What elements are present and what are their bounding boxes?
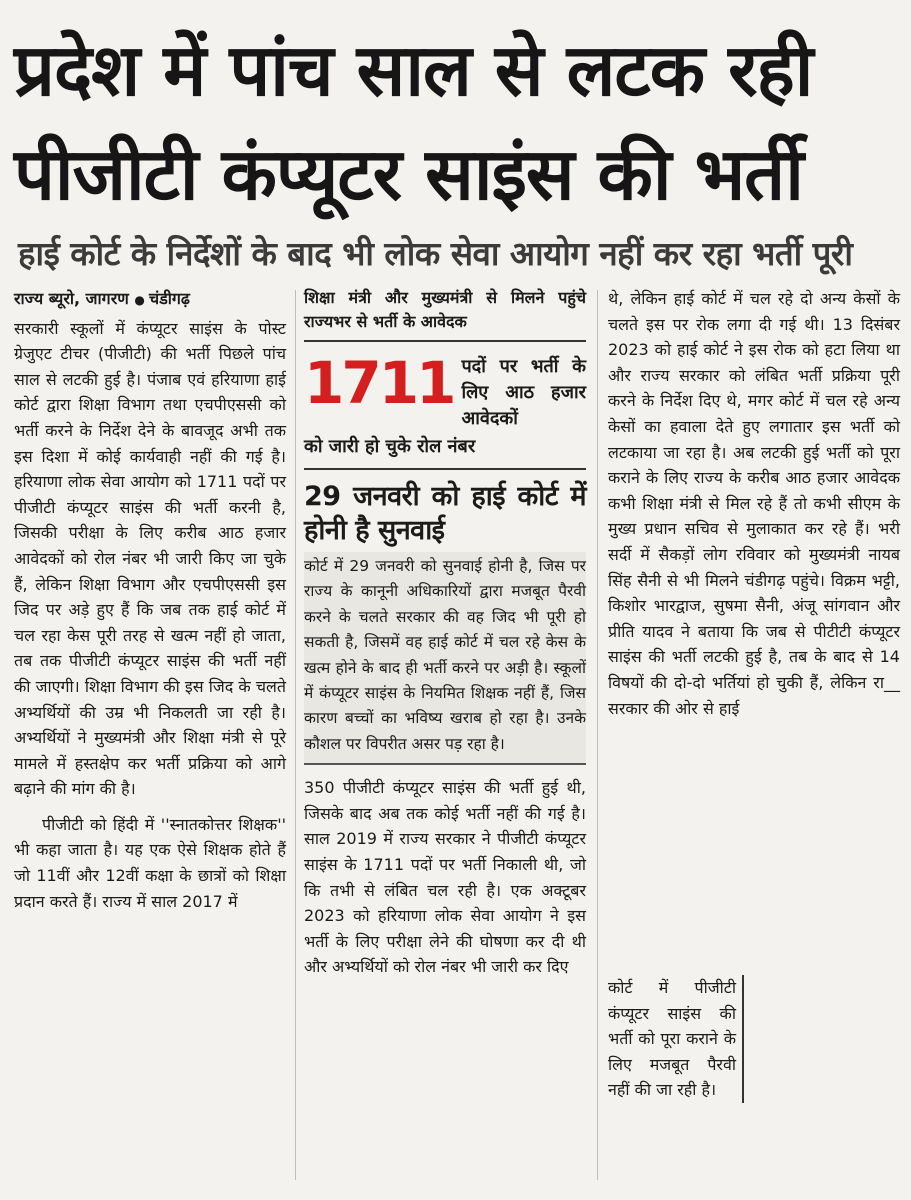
byline bbox=[14, 286, 286, 314]
highlight-box bbox=[304, 552, 586, 765]
stat-number: 1711 bbox=[304, 349, 454, 417]
headline-line-1: प्रदेश में पांच साल से लटक रही bbox=[14, 28, 813, 112]
pull-quote-text: कोर्ट में पीजीटी कंप्यूटर साइंस की भर्ती को पूरा कराने के लिए मजबूत पैरवी नहीं की जा रही है। bbox=[608, 978, 736, 1100]
highlight-text: कोर्ट में 29 जनवरी को सुनवाई होनी है, जिस पर राज्य के कानूनी अधिकारियों द्वारा मजबूत पैरवी करने के चलते सरकार की वह जिद भी पूरी हो सकती है, जिसमें वह हाई कोर्ट में चल रहे केस के खत्म होने के बाद ही भर्ती करने पर अड़ी है। स्कूलों में कंप्यूटर साइंस के नियमित शिक्षक नहीं हैं, जिस कारण बच्चों का भविष्य खराब हो रहा है। उनके कौशल पर विपरीत असर पड़ रहा है। bbox=[304, 557, 586, 753]
headline bbox=[14, 18, 898, 226]
headline-line-2: पीजीटी कंप्यूटर साइंस की भर्ती bbox=[14, 132, 803, 216]
subheadline: हाई कोर्ट के निर्देशों के बाद भी लोक सेवा आयोग नहीं कर रहा भर्ती पूरी bbox=[18, 234, 853, 273]
byline-city: चंडीगढ़ bbox=[149, 289, 190, 308]
article-column-2 bbox=[304, 286, 586, 980]
column-divider-2 bbox=[597, 290, 598, 1180]
article-column-1 bbox=[14, 286, 286, 914]
article-paragraph: थे, लेकिन हाई कोर्ट में चल रहे दो अन्य केसों के चलते इस पर रोक लगा दी गई थी। 13 दिसंबर 2023 को हाई कोर्ट ने इस रोक को हटा लिया था और राज्य सरकार को लंबित भर्ती प्रक्रिया पूरी करने के निर्देश दिए थे, मगर कोर्ट में चल रहे अन्य केसों का हवाला देते हुए लगातार इस भर्ती को लटकाया जा रहा है। अब लटकी हुई भर्ती को पूरा कराने के लिए राज्य के करीब आठ हजार आवेदक कभी शिक्षा मंत्री से मिल रहे हैं तो कभी सीएम के मुख्य प्रधान सचिव से मुलाकात कर रहे हैं। भरी सर्दी में सैकड़ों लोग रविवार को मुख्यमंत्री नायब सिंह सैनी से भी मिलने चंडीगढ़ पहुंचे। विक्रम भट्टी, किशोर भारद्वाज, सुषमा सैनी, अंजू सांगवान और प्रीति यादव ने बताया कि जब से पीटीटी कंप्यूटर साइंस की भर्ती लटकी हुई है, तब के बाद से 14 विषयों की दो-दो भर्तियां हो चुकी हैं, लेकिन रा__ सरकार की ओर से हाई bbox=[608, 289, 900, 718]
article-column-3 bbox=[608, 286, 900, 721]
pull-quote bbox=[608, 975, 744, 1103]
kicker-headline: शिक्षा मंत्री और मुख्यमंत्री से मिलने पहुंचे राज्यभर से भर्ती के आवेदक bbox=[304, 286, 586, 342]
article-paragraph: पीजीटी को हिंदी में ''स्नातकोत्तर शिक्षक'' भी कहा जाता है। यह एक ऐसे शिक्षक होते हैं जो 11वीं और 12वीं कक्षा के छात्रों को शिक्षा प्रदान करते हैं। राज्य में साल 2017 में bbox=[14, 814, 286, 911]
stat-box bbox=[304, 349, 586, 432]
article-paragraph: 350 पीजीटी कंप्यूटर साइंस की भर्ती हुई थी, जिसके बाद अब तक कोई भर्ती नहीं की गई है। साल 2019 में राज्य सरकार ने पीजीटी कंप्यूटर साइंस के 1711 पदों पर भर्ती निकाली थी, जो कि तभी से लंबित चल रही है। एक अक्टूबर 2023 को हरियाणा लोक सेवा आयोग ने इस भर्ती के लिए परीक्षा लेने की घोषणा कर दी थी और अभ्यर्थियों को रोल नंबर भी जारी कर दिए bbox=[304, 778, 586, 977]
column-divider-1 bbox=[295, 290, 296, 1180]
stat-caption: पदों पर भर्ती के लिए आठ हजार आवेदकों bbox=[461, 356, 586, 429]
section-subheading: 29 जनवरी को हाई कोर्ट में होनी है सुनवाई bbox=[304, 481, 586, 546]
bullet-dot-icon: ● bbox=[134, 293, 150, 307]
article-paragraph: सरकारी स्कूलों में कंप्यूटर साइंस के पोस्ट ग्रेजुएट टीचर (पीजीटी) की भर्ती पिछले पांच साल से लटकी हुई है। पंजाब एवं हरियाणा हाई कोर्ट द्वारा शिक्षा विभाग तथा एचपीएससी को भर्ती करने के निर्देश देने के बावजूद अभी तक इस दिशा में कोई कार्यवाही नहीं की गई है। हरियाणा लोक सेवा आयोग को 1711 पदों पर पीजीटी कंप्यूटर साइंस की भर्ती करनी है, जिसकी परीक्षा के लिए करीब आठ हजार आवेदकों को रोल नंबर भी जारी किए जा चुके हैं, लेकिन शिक्षा विभाग और एचपीएससी इस जिद पर अड़े हुए हैं कि जब तक हाई कोर्ट में चल रहा केस पूरी तरह से खत्म नहीं हो जाता, तब तक पीजीटी कंप्यूटर साइंस की भर्ती नहीं की जाएगी। शिक्षा विभाग की इस जिद के चलते अभ्यर्थियों की उम्र भी निकलती जा रही है। अभ्यर्थियों ने मुख्यमंत्री और शिक्षा मंत्री से पूरे मामले में हस्तक्षेप कर भर्ती प्रक्रिया को आगे बढ़ाने की मांग की है। bbox=[14, 318, 286, 799]
stat-caption-continued: को जारी हो चुके रोल नंबर bbox=[304, 434, 586, 470]
byline-source: राज्य ब्यूरो, जागरण bbox=[14, 289, 129, 308]
